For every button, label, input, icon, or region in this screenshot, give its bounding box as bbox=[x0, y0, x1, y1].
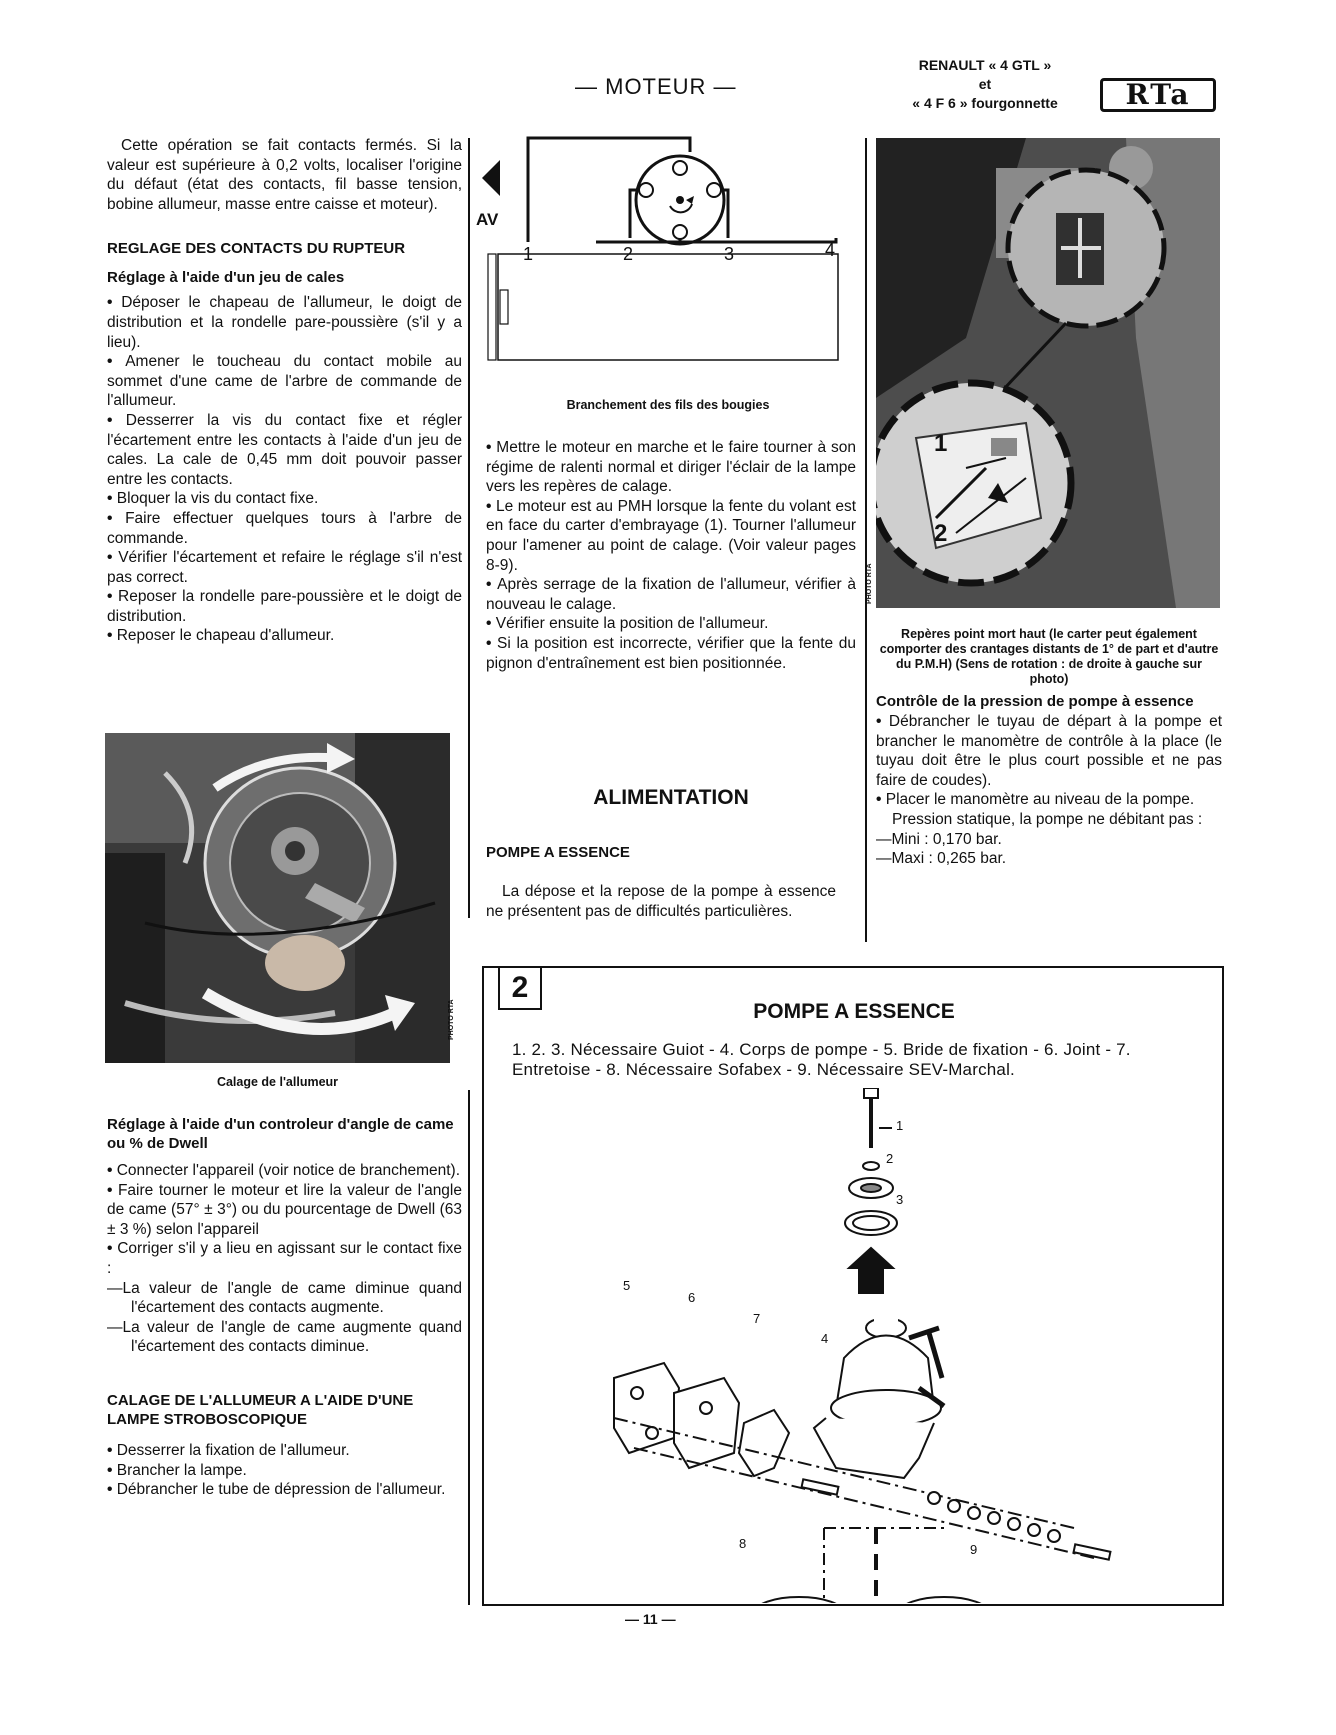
photo-distributor bbox=[105, 733, 450, 1063]
list-item: • Bloquer la vis du contact fixe. bbox=[107, 489, 462, 509]
section-header: — MOTEUR — bbox=[575, 74, 737, 99]
list-item: • Le moteur est au PMH lorsque la fente du volant est en face du carter d'embrayage (1). Tourner l'allumeur pour l'amener au point de calage. (Voir valeur pages 8-9). bbox=[486, 497, 856, 575]
list-item: • Faire effectuer quelques tours à l'arbre de commande. bbox=[107, 509, 462, 548]
list-item: • Corriger s'il y a lieu en agissant sur le contact fixe : bbox=[107, 1239, 462, 1278]
subheading-cales: Réglage à l'aide d'un jeu de cales bbox=[107, 269, 345, 287]
list-item: • Vérifier l'écartement et refaire le réglage s'il n'est pas correct. bbox=[107, 548, 462, 587]
logo-text: RTa bbox=[1125, 78, 1191, 111]
distributor-photo-illustration bbox=[105, 733, 450, 1063]
list-item: • Placer le manomètre au niveau de la pompe. bbox=[876, 790, 1222, 810]
subheading-pression: Contrôle de la pression de pompe à essence bbox=[876, 693, 1194, 710]
figure-title: POMPE A ESSENCE bbox=[753, 1000, 955, 1023]
middle-column bbox=[486, 438, 856, 673]
list-item: • Vérifier ensuite la position de l'allumeur. bbox=[486, 614, 856, 634]
list-item: • Reposer la rondelle pare-poussière et le doigt de distribution. bbox=[107, 587, 462, 626]
front-arrow-icon bbox=[482, 160, 500, 196]
steps-dwell-list bbox=[107, 1161, 462, 1357]
photo-credit: PHOTO RTA bbox=[448, 999, 455, 1040]
page-number: — 11 — bbox=[625, 1611, 676, 1627]
callout-4: 4 bbox=[821, 1331, 829, 1346]
list-item: • Faire tourner le moteur et lire la valeur de l'angle de came (57° ± 3°) ou du pourcentage de Dwell (63 ± 3 %) selon l'appareil bbox=[107, 1181, 462, 1240]
pressure-max: — Maxi : 0,265 bar. bbox=[876, 849, 1222, 869]
list-item: • Brancher la lampe. bbox=[107, 1461, 462, 1481]
photo-credit: PHOTO RTA bbox=[866, 563, 873, 604]
list-item: • Mettre le moteur en marche et le faire tourner à son régime de ralenti normal et diriger l'éclair de la lampe vers les repères de calage. bbox=[486, 438, 856, 497]
figure-2-frame bbox=[482, 966, 1224, 1606]
model-title bbox=[880, 56, 1090, 113]
section-title-alimentation: ALIMENTATION bbox=[593, 786, 749, 809]
model-line-3: « 4 F 6 » fourgonnette bbox=[912, 95, 1058, 111]
list-item: • Amener le toucheau du contact mobile au sommet d'une came de l'arbre de commande de l'allumeur. bbox=[107, 352, 462, 411]
list-item: • Débrancher le tube de dépression de l'allumeur. bbox=[107, 1480, 462, 1500]
subheading-dwell: Réglage à l'aide d'un controleur d'angle de came ou % de Dwell bbox=[107, 1116, 454, 1152]
photo-caption-allumeur: Calage de l'allumeur bbox=[216, 1075, 339, 1089]
section-title-rupteur: REGLAGE DES CONTACTS DU RUPTEUR bbox=[107, 240, 406, 258]
section-title-stroboscope: CALAGE DE L'ALLUMEUR A L'AIDE D'UNE LAMPE STROBOSCOPIQUE bbox=[107, 1391, 414, 1428]
model-line-2: et bbox=[978, 76, 992, 92]
cylinder-number: 1 bbox=[523, 244, 534, 264]
list-item: • Après serrage de la fixation de l'allumeur, vérifier à nouveau le calage. bbox=[486, 575, 856, 614]
callout-2: 2 bbox=[886, 1151, 894, 1166]
list-item: • Reposer le chapeau d'allumeur. bbox=[107, 626, 462, 646]
callout-1: 1 bbox=[896, 1118, 904, 1133]
list-item: • Débrancher le tuyau de départ à la pompe et brancher le manomètre de contrôle à la place (le tuyau doit être le plus court possible et ne pas faire de coudes). bbox=[876, 712, 1222, 790]
list-item: • Connecter l'appareil (voir notice de branchement). bbox=[107, 1161, 462, 1181]
pressure-intro: Pression statique, la pompe ne débitant pas : bbox=[892, 810, 1203, 828]
pressure-min: — Mini : 0,170 bar. bbox=[876, 830, 1222, 850]
callout-5: 5 bbox=[623, 1278, 631, 1293]
diagram-caption-bougies: Branchement des fils des bougies bbox=[566, 398, 770, 412]
photo-pmh-marks bbox=[876, 138, 1220, 608]
list-item: • Si la position est incorrecte, vérifier que la fente du pignon d'entraînement est bien positionnée. bbox=[486, 634, 856, 673]
list-item: • Déposer le chapeau de l'allumeur, le doigt de distribution et la rondelle pare-poussière (s'il y a lieu). bbox=[107, 293, 462, 352]
cylinder-number: 2 bbox=[623, 244, 634, 264]
figure-legend: 1. 2. 3. Nécessaire Guiot - 4. Corps de pompe - 5. Bride de fixation - 6. Joint - 7. Entretoise - 8. Nécessaire Sofabex - 9. Nécessaire SEV-Marchal. bbox=[512, 1040, 1131, 1079]
steps-strobe-list bbox=[107, 1441, 462, 1500]
list-item: — La valeur de l'angle de came diminue quand l'écartement des contacts augmente. bbox=[107, 1279, 462, 1318]
left-column bbox=[107, 136, 462, 646]
pmh-photo-illustration bbox=[876, 138, 1220, 608]
fuel-pump-exploded-view bbox=[574, 1088, 1134, 1603]
steps-cales-list bbox=[107, 293, 462, 646]
callout-7: 7 bbox=[753, 1311, 761, 1326]
column-divider bbox=[865, 138, 867, 942]
cylinder-number: 3 bbox=[724, 244, 735, 264]
column-divider bbox=[468, 1090, 470, 1605]
cylinder-number: 4 bbox=[825, 240, 836, 260]
intro-paragraph: Cette opération se fait contacts fermés. Si la valeur est supérieure à 0,2 volts, localiser l'origine du défaut (état des contacts, fil basse tension, bobine allumeur, masse entre caisse et moteur). bbox=[107, 137, 462, 213]
label-av: AV bbox=[476, 210, 499, 229]
pompe-paragraph: La dépose et la repose de la pompe à essence ne présentent pas de difficultés particulières. bbox=[486, 883, 836, 920]
callout-6: 6 bbox=[688, 1290, 696, 1305]
column-divider bbox=[468, 138, 470, 918]
photo-label-2: 2 bbox=[934, 520, 948, 547]
callout-8: 8 bbox=[739, 1536, 747, 1551]
rta-logo bbox=[1100, 78, 1216, 112]
figure-number: 2 bbox=[511, 971, 529, 1004]
callout-3: 3 bbox=[896, 1192, 904, 1207]
subheading-pompe: POMPE A ESSENCE bbox=[486, 844, 630, 861]
model-line-1: RENAULT « 4 GTL » bbox=[918, 57, 1052, 73]
photo-label-1: 1 bbox=[934, 430, 948, 457]
left-column-lower bbox=[107, 1115, 462, 1500]
photo-caption-pmh: Repères point mort haut (le carter peut également comporter des crantages distants de 1° de part et d'autre du P.M.H) (Sens de rotation : de droite à gauche sur photo) bbox=[879, 627, 1219, 686]
list-item: • Desserrer la vis du contact fixe et régler l'écartement entre les contacts à l'aide d'un jeu de cales. La cale de 0,45 mm doit pouvoir passer entre les contacts. bbox=[107, 411, 462, 489]
list-item: • Desserrer la fixation de l'allumeur. bbox=[107, 1441, 462, 1461]
right-column bbox=[876, 692, 1222, 869]
list-item: — La valeur de l'angle de came augmente quand l'écartement des contacts diminue. bbox=[107, 1318, 462, 1357]
callout-9: 9 bbox=[970, 1542, 978, 1557]
spark-plug-wiring-diagram bbox=[478, 130, 858, 390]
